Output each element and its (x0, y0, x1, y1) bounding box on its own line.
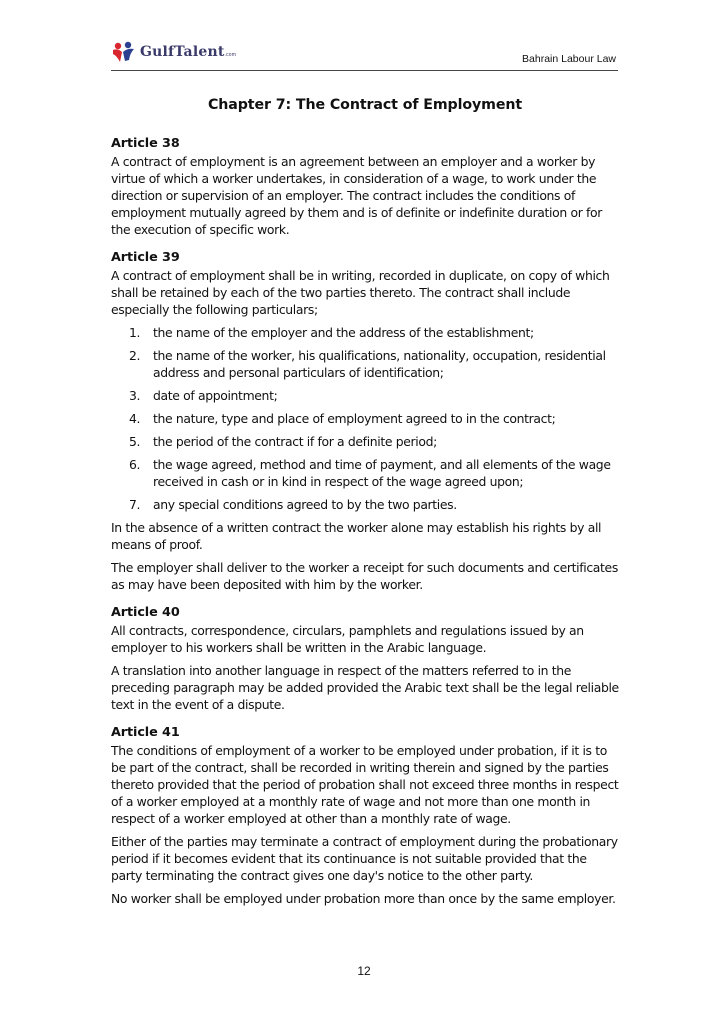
list-number: 4. (129, 411, 141, 426)
list-text: the name of the worker, his qualifications, nationality, occupation, residential address and personal particulars of identification; (153, 348, 606, 380)
list-number: 2. (129, 348, 141, 363)
list-item (111, 387, 619, 404)
particulars-list (111, 324, 619, 513)
list-item (111, 456, 619, 490)
article-paragraph: A contract of employment is an agreement between an employer and a worker by virtue of which a worker undertakes, in consideration of a wage, to work under the direction or supervision of an employer. The contract includes the conditions of employment mutually agreed by them and is of definite or indefinite duration or for the execution of specific work. (111, 154, 603, 237)
article-paragraph: No worker shall be employed under probation more than once by the same employer. (111, 891, 616, 906)
list-text: the nature, type and place of employment agreed to in the contract; (153, 411, 556, 426)
article-40 (111, 604, 619, 713)
article-41 (111, 724, 619, 907)
article-paragraph: In the absence of a written contract the worker alone may establish his rights by all means of proof. (111, 520, 602, 552)
article-paragraph: The employer shall deliver to the worker a receipt for such documents and certificates as may have been deposited with him by the worker. (111, 560, 618, 592)
list-text: the period of the contract if for a definite period; (153, 434, 437, 449)
list-number: 1. (129, 325, 141, 340)
list-text: the name of the employer and the address of the establishment; (153, 325, 534, 340)
logo-wordmark: GulfTalent.com (140, 44, 237, 60)
list-item (111, 347, 619, 381)
list-number: 6. (129, 457, 141, 472)
article-39 (111, 249, 619, 593)
list-text: date of appointment; (153, 388, 278, 403)
document-body (111, 95, 619, 918)
article-paragraph: All contracts, correspondence, circulars, pamphlets and regulations issued by an employer to his workers shall be written in the Arabic language. (111, 623, 584, 655)
article-heading: Article 38 (111, 136, 180, 151)
list-number: 3. (129, 388, 141, 403)
article-paragraph: A translation into another language in respect of the matters referred to in the preceding paragraph may be added provided the Arabic text shall be the legal reliable text in the event of a dispute. (111, 663, 619, 712)
list-item (111, 433, 619, 450)
article-paragraph: Either of the parties may terminate a contract of employment during the probationary period if it becomes evident that its continuance is not suitable provided that the party terminating the contract gives one day's notice to the other party. (111, 834, 618, 883)
article-paragraph: A contract of employment shall be in writing, recorded in duplicate, on copy of which shall be retained by each of the two parties thereto. The contract shall include especially the following particulars; (111, 268, 610, 317)
article-heading: Article 41 (111, 725, 180, 740)
list-text: any special conditions agreed to by the two parties. (153, 497, 457, 512)
gulftalent-logo (111, 38, 236, 66)
chapter-title: Chapter 7: The Contract of Employment (207, 97, 523, 113)
page-number: 12 (357, 964, 371, 978)
article-heading: Article 40 (111, 605, 180, 620)
list-item (111, 410, 619, 427)
article-heading: Article 39 (111, 250, 180, 265)
gulftalent-logo-icon (111, 40, 137, 64)
page-header (111, 38, 618, 71)
list-item (111, 324, 619, 341)
article-38 (111, 135, 619, 238)
document-label: Bahrain Labour Law (522, 53, 616, 65)
list-number: 5. (129, 434, 141, 449)
article-paragraph: The conditions of employment of a worker to be employed under probation, if it is to be part of the contract, shall be recorded in writing therein and signed by the parties thereto provided that the period of probation shall not exceed three months in respect of a worker employed at a monthly rate of wage and not more than one month in respect of a worker employed at other than a monthly rate of wage. (111, 743, 619, 826)
list-number: 7. (129, 497, 141, 512)
list-text: the wage agreed, method and time of payment, and all elements of the wage received in cash or in kind in respect of the wage agreed upon; (153, 457, 611, 489)
list-item (111, 496, 619, 513)
